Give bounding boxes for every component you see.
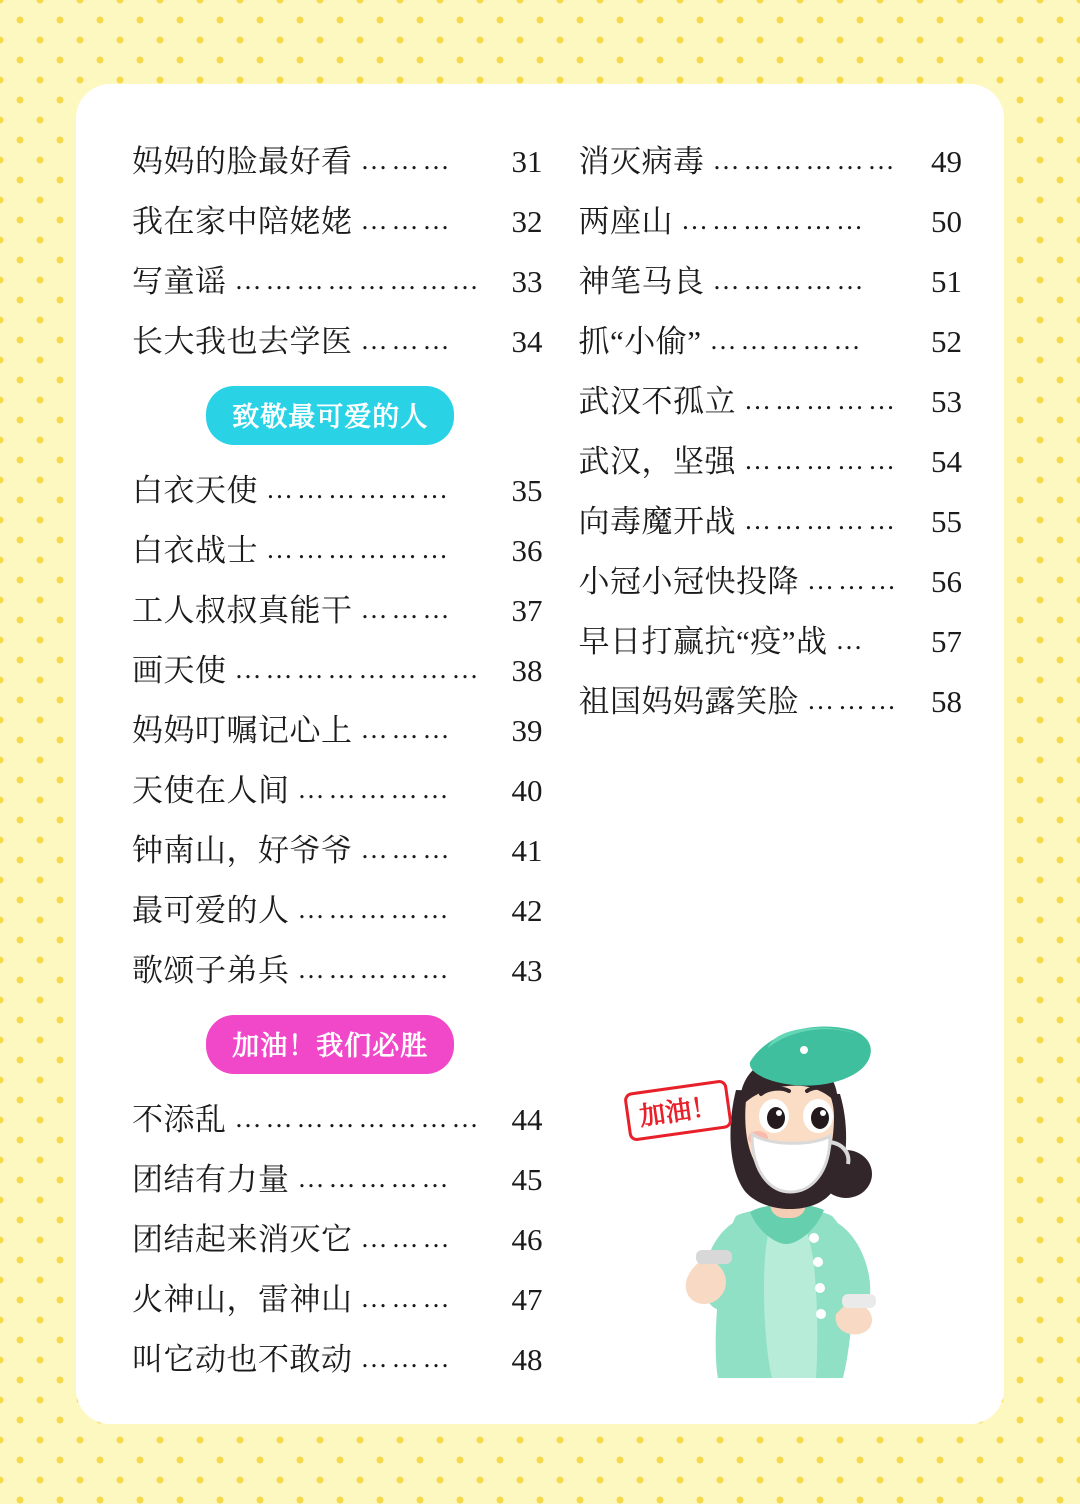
entry-leader: ……………………: [234, 1103, 483, 1133]
list-item[interactable]: [565, 492, 963, 552]
entry-title: 写童谣: [132, 264, 227, 299]
entry-leader: ………: [807, 685, 900, 715]
list-item[interactable]: [118, 1270, 543, 1330]
list-item[interactable]: [565, 312, 963, 372]
entry-leader: ……………: [744, 385, 899, 415]
list-item[interactable]: [118, 941, 543, 1001]
entry-leader: ……………: [744, 505, 899, 535]
entry-title: 神笔马良: [578, 264, 705, 299]
entry-leader: ………………: [681, 205, 867, 235]
list-item[interactable]: [118, 641, 543, 701]
list-item[interactable]: [565, 192, 963, 252]
entry-leader: ………: [360, 145, 454, 175]
toc-left-column: [118, 132, 543, 1394]
entry-page: 40: [511, 773, 543, 808]
entry-page: 33: [511, 264, 543, 299]
entry-title: 天使在人间: [132, 773, 290, 808]
entry-title: 抓“小偷”: [578, 324, 702, 359]
entry-title: 妈妈叮嘱记心上: [132, 713, 353, 748]
entry-leader: ………: [807, 565, 900, 595]
entry-page: 50: [931, 204, 962, 239]
entry-page: 53: [931, 384, 962, 419]
entry-title: 叫它动也不敢动: [132, 1342, 353, 1377]
entry-page: 54: [931, 444, 962, 479]
entry-title: 小冠小冠快投降: [578, 564, 799, 599]
list-item[interactable]: [118, 521, 543, 581]
entry-title: 妈妈的脸最好看: [132, 144, 353, 179]
entry-leader: ……………: [709, 325, 865, 355]
entry-leader: ……………………: [234, 654, 483, 684]
entry-leader: ……………: [744, 445, 899, 475]
entry-page: 57: [931, 624, 962, 659]
list-item[interactable]: [118, 761, 543, 821]
entry-page: 36: [511, 533, 543, 568]
entry-page: 49: [931, 144, 962, 179]
entry-leader: ……………: [297, 1163, 453, 1193]
list-item[interactable]: [565, 372, 963, 432]
list-item[interactable]: [565, 552, 963, 612]
list-item[interactable]: [118, 461, 543, 521]
entry-page: 45: [511, 1162, 543, 1197]
entry-leader: ……………………: [234, 265, 483, 295]
list-item[interactable]: [565, 432, 963, 492]
entry-leader: ………: [360, 325, 454, 355]
list-item[interactable]: [118, 1150, 543, 1210]
entry-page: 31: [511, 144, 543, 179]
entry-page: 35: [511, 473, 543, 508]
entry-title: 最可爱的人: [132, 893, 290, 928]
entry-leader: ………: [360, 1283, 454, 1313]
entry-title: 白衣战士: [132, 533, 258, 568]
entry-title: 武汉不孤立: [578, 384, 736, 419]
list-item[interactable]: [118, 252, 543, 312]
entry-leader: ……………: [297, 954, 453, 984]
entry-page: 48: [511, 1342, 543, 1377]
entry-title: 画天使: [132, 653, 227, 688]
list-item[interactable]: [118, 192, 543, 252]
entry-title: 消灭病毒: [578, 144, 705, 179]
entry-page: 37: [511, 593, 543, 628]
entry-leader: ………: [360, 594, 454, 624]
entry-title: 我在家中陪姥姥: [132, 204, 353, 239]
entry-page: 41: [511, 833, 543, 868]
entry-title: 早日打赢抗“疫”战: [578, 624, 828, 659]
list-item[interactable]: [118, 1330, 543, 1390]
entry-title: 工人叔叔真能干: [132, 593, 353, 628]
section-header-wrap: [118, 1015, 543, 1074]
list-item[interactable]: [565, 612, 963, 672]
list-item[interactable]: [565, 672, 963, 732]
entry-title: 火神山，雷神山: [132, 1282, 353, 1317]
entry-leader: …: [835, 625, 867, 655]
entry-title: 不添乱: [132, 1102, 227, 1137]
entry-title: 向毒魔开战: [578, 504, 736, 539]
entry-page: 44: [511, 1102, 543, 1137]
entry-page: 34: [511, 324, 543, 359]
entry-title: 祖国妈妈露笑脸: [578, 684, 799, 719]
entry-page: 38: [511, 653, 543, 688]
entry-title: 两座山: [578, 204, 673, 239]
entry-page: 58: [931, 684, 962, 719]
nurse-girl-illustration: [618, 958, 948, 1388]
entry-page: 47: [511, 1282, 543, 1317]
entry-page: 52: [931, 324, 962, 359]
toc-right-column: [565, 132, 963, 1394]
entry-page: 39: [511, 713, 543, 748]
list-item[interactable]: [118, 1210, 543, 1270]
list-item[interactable]: [118, 881, 543, 941]
entry-leader: ………: [360, 714, 454, 744]
entry-page: 43: [511, 953, 543, 988]
entry-title: 歌颂子弟兵: [132, 953, 290, 988]
table-of-contents: [76, 84, 1004, 1424]
entry-title: 团结有力量: [132, 1162, 290, 1197]
entry-leader: ……………: [297, 774, 453, 804]
entry-title: 钟南山，好爷爷: [132, 833, 353, 868]
entry-leader: ………: [360, 1223, 454, 1253]
entry-leader: ………: [360, 834, 454, 864]
entry-leader: ………: [360, 1343, 454, 1373]
entry-leader: ………………: [266, 474, 452, 504]
entry-title: 白衣天使: [132, 473, 258, 508]
entry-page: 55: [931, 504, 962, 539]
entry-page: 42: [511, 893, 543, 928]
section-header-respect: 致敬最可爱的人: [206, 386, 454, 445]
entry-leader: ………………: [266, 534, 452, 564]
entry-page: 51: [931, 264, 962, 299]
section-header-fighting: 加油！我们必胜: [206, 1015, 454, 1074]
list-item[interactable]: [118, 701, 543, 761]
list-item[interactable]: [565, 132, 963, 192]
entry-page: 32: [511, 204, 543, 239]
speech-bubble: 加油！: [623, 1079, 733, 1142]
entry-leader: ……………: [712, 265, 868, 295]
list-item[interactable]: [118, 581, 543, 641]
list-item[interactable]: [118, 132, 543, 192]
entry-leader: ……………: [297, 894, 453, 924]
list-item[interactable]: [565, 252, 963, 312]
section-header-wrap: [118, 386, 543, 445]
list-item[interactable]: [118, 821, 543, 881]
entry-title: 长大我也去学医: [132, 324, 353, 359]
entry-leader: ………: [360, 205, 454, 235]
entry-title: 团结起来消灭它: [132, 1222, 353, 1257]
entry-page: 56: [931, 564, 962, 599]
list-item[interactable]: [118, 312, 543, 372]
entry-title: 武汉，坚强: [578, 444, 736, 479]
entry-page: 46: [511, 1222, 543, 1257]
entry-leader: ………………: [712, 145, 899, 175]
list-item[interactable]: [118, 1090, 543, 1150]
